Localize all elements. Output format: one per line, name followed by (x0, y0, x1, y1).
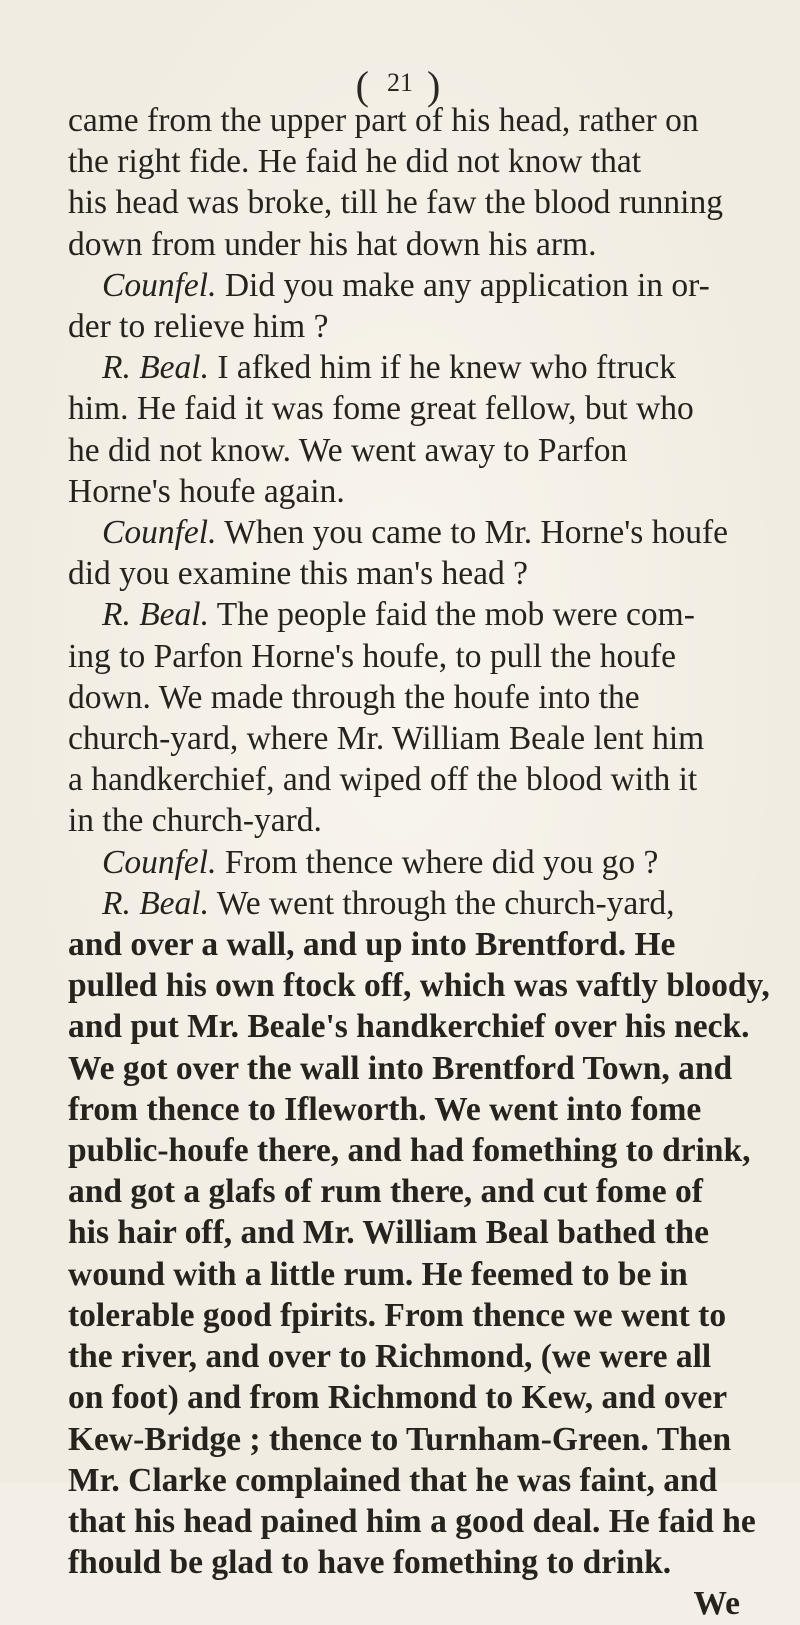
speaker-label: R. Beal. (102, 596, 209, 634)
line-text: he did not know. We went away to Parfon (68, 431, 628, 469)
text-line (68, 1419, 788, 1460)
line-text: that his head pained him a good deal. He faid he (68, 1502, 756, 1540)
line-text: on foot) and from Richmond to Kew, and over (68, 1379, 728, 1417)
text-line (68, 141, 788, 182)
line-text: and put Mr. Beale's handkerchief over his neck. (68, 1008, 750, 1046)
speaker-label: Counfel. (102, 843, 217, 881)
text-line (68, 842, 788, 883)
text-line (68, 883, 788, 924)
line-text: der to relieve him ? (68, 308, 329, 346)
line-text: From thence where did you go ? (216, 843, 659, 881)
line-text: his head was broke, till he faw the blood running (68, 184, 723, 222)
text-line (68, 800, 788, 841)
text-line (68, 553, 788, 594)
text-line (68, 182, 788, 223)
line-text: a handkerchief, and wiped off the blood with it (68, 761, 698, 799)
line-text: I afked him if he knew who ftruck (208, 349, 676, 387)
line-text: Did you make any application in or- (216, 266, 710, 304)
line-text: the right fide. He faid he did not know that (68, 143, 642, 181)
text-line (68, 430, 788, 471)
line-text: church-yard, where Mr. William Beale lent him (68, 720, 705, 758)
header-open-paren: ( (355, 63, 373, 108)
line-text: The people faid the mob were com- (208, 596, 695, 634)
text-line (68, 924, 788, 965)
text-line (68, 306, 788, 347)
header-close-paren: ) (427, 63, 445, 108)
line-text: public-houfe there, and had fomething to drink, (68, 1132, 751, 1170)
text-line (68, 594, 788, 635)
line-text: the river, and over to Richmond, (we were all (68, 1338, 712, 1376)
text-line (68, 1460, 788, 1501)
line-text: Horne's houfe again. (68, 472, 345, 510)
text-line (68, 1089, 788, 1130)
text-line (68, 265, 788, 306)
text-line (68, 1006, 788, 1047)
line-text: and got a glafs of rum there, and cut fome of (68, 1173, 703, 1211)
text-line (68, 1212, 788, 1253)
text-line (68, 677, 788, 718)
text-line (68, 1336, 788, 1377)
speaker-label: R. Beal. (102, 349, 209, 387)
line-text: in the church-yard. (68, 802, 322, 840)
line-text: did you examine this man's head ? (68, 555, 529, 593)
text-line (68, 471, 788, 512)
text-line (68, 224, 788, 265)
line-text: him. He faid it was fome great fellow, but who (68, 390, 694, 428)
text-line (68, 1295, 788, 1336)
line-text: down from under his hat down his arm. (68, 225, 597, 263)
text-line (68, 1254, 788, 1295)
line-text: wound with a little rum. He feemed to be in (68, 1255, 688, 1293)
text-line (68, 1171, 788, 1212)
line-text: When you came to Mr. Horne's houfe (216, 514, 728, 552)
line-text: down. We made through the houfe into the (68, 678, 640, 716)
text-line (68, 1130, 788, 1171)
catchword: We (693, 1585, 740, 1623)
line-text: and over a wall, and up into Brentford. He (68, 926, 676, 964)
line-text: ing to Parfon Horne's houfe, to pull the houfe (68, 637, 676, 675)
line-text: his hair off, and Mr. William Beal bathed the (68, 1214, 709, 1252)
text-line (68, 759, 788, 800)
text-line (68, 1501, 788, 1542)
text-line (68, 1048, 788, 1089)
text-line (68, 1377, 788, 1418)
page-number: 21 (387, 68, 413, 97)
text-line (68, 636, 788, 677)
line-text: We got over the wall into Brentford Town, and (68, 1049, 733, 1087)
text-line (68, 718, 788, 759)
line-text: Mr. Clarke complained that he was faint, and (68, 1461, 718, 1499)
line-text: tolerable good fpirits. From thence we went to (68, 1296, 727, 1334)
text-line (68, 512, 788, 553)
line-text: We went through the church-yard, (208, 884, 675, 922)
text-line (68, 347, 788, 388)
speaker-label: Counfel. (102, 266, 217, 304)
line-text: pulled his own ftock off, which was vaftly bloody, (68, 967, 770, 1005)
line-text: Kew-Bridge ; thence to Turnham-Green. Then (68, 1420, 732, 1458)
line-text: came from the upper part of his head, rather on (68, 102, 699, 139)
line-text: from thence to Ifleworth. We went into fome (68, 1090, 702, 1128)
text-line (68, 388, 788, 429)
text-line (68, 1542, 788, 1583)
line-text: fhould be glad to have fomething to drink. (68, 1544, 672, 1582)
text-line (68, 965, 788, 1006)
text-line (68, 100, 788, 141)
speaker-label: R. Beal. (102, 884, 209, 922)
body-text (68, 100, 788, 1625)
speaker-label: Counfel. (102, 514, 217, 552)
